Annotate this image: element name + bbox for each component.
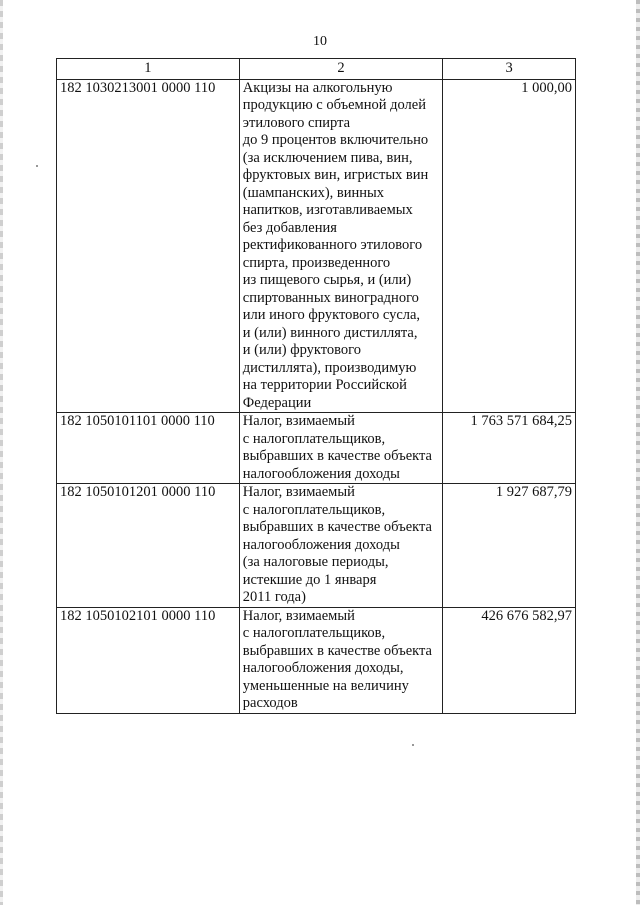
table-row <box>57 607 576 713</box>
revenue-amount: 1 000,00 <box>443 79 576 413</box>
column-header-2: 2 <box>239 59 442 80</box>
scan-edge-left <box>0 0 3 905</box>
table-row <box>57 79 576 413</box>
column-header-3: 3 <box>443 59 576 80</box>
revenue-description: Акцизы на алкогольную продукцию с объемной долей этилового спирта до 9 процентов включительно (за исключением пива, вин, фруктовых вин, игристых вин (шампанских), винных напитков, изготавливаемых без добавления ректификованного этилового спирта, произведенного из пищевого сырья, и (или) спиртованных виноградного или иного фруктового сусла, и (или) винного дистиллята, и (или) фруктового дистиллята), производимую на территории Российской Федерации <box>239 79 442 413</box>
revenue-code: 182 1030213001 0000 110 <box>57 79 240 413</box>
scan-speck <box>412 744 414 746</box>
revenue-code: 182 1050101201 0000 110 <box>57 484 240 608</box>
revenue-amount: 426 676 582,97 <box>443 607 576 713</box>
revenue-amount: 1 927 687,79 <box>443 484 576 608</box>
table-row <box>57 484 576 608</box>
page-number: 10 <box>313 34 327 49</box>
revenue-description: Налог, взимаемый с налогоплательщиков, выбравших в качестве объекта налогообложения доходы (за налоговые периоды, истекшие до 1 января 2011 года) <box>239 484 442 608</box>
column-header-1: 1 <box>57 59 240 80</box>
table-row <box>57 413 576 484</box>
revenue-description: Налог, взимаемый с налогоплательщиков, выбравших в качестве объекта налогообложения доходы <box>239 413 442 484</box>
budget-table <box>56 58 576 714</box>
revenue-description: Налог, взимаемый с налогоплательщиков, выбравших в качестве объекта налогообложения доходы, уменьшенные на величину расходов <box>239 607 442 713</box>
scan-edge-right <box>636 0 640 905</box>
scan-speck <box>36 165 38 167</box>
revenue-amount: 1 763 571 684,25 <box>443 413 576 484</box>
revenue-code: 182 1050101101 0000 110 <box>57 413 240 484</box>
revenue-code: 182 1050102101 0000 110 <box>57 607 240 713</box>
table-header-row <box>57 59 576 80</box>
